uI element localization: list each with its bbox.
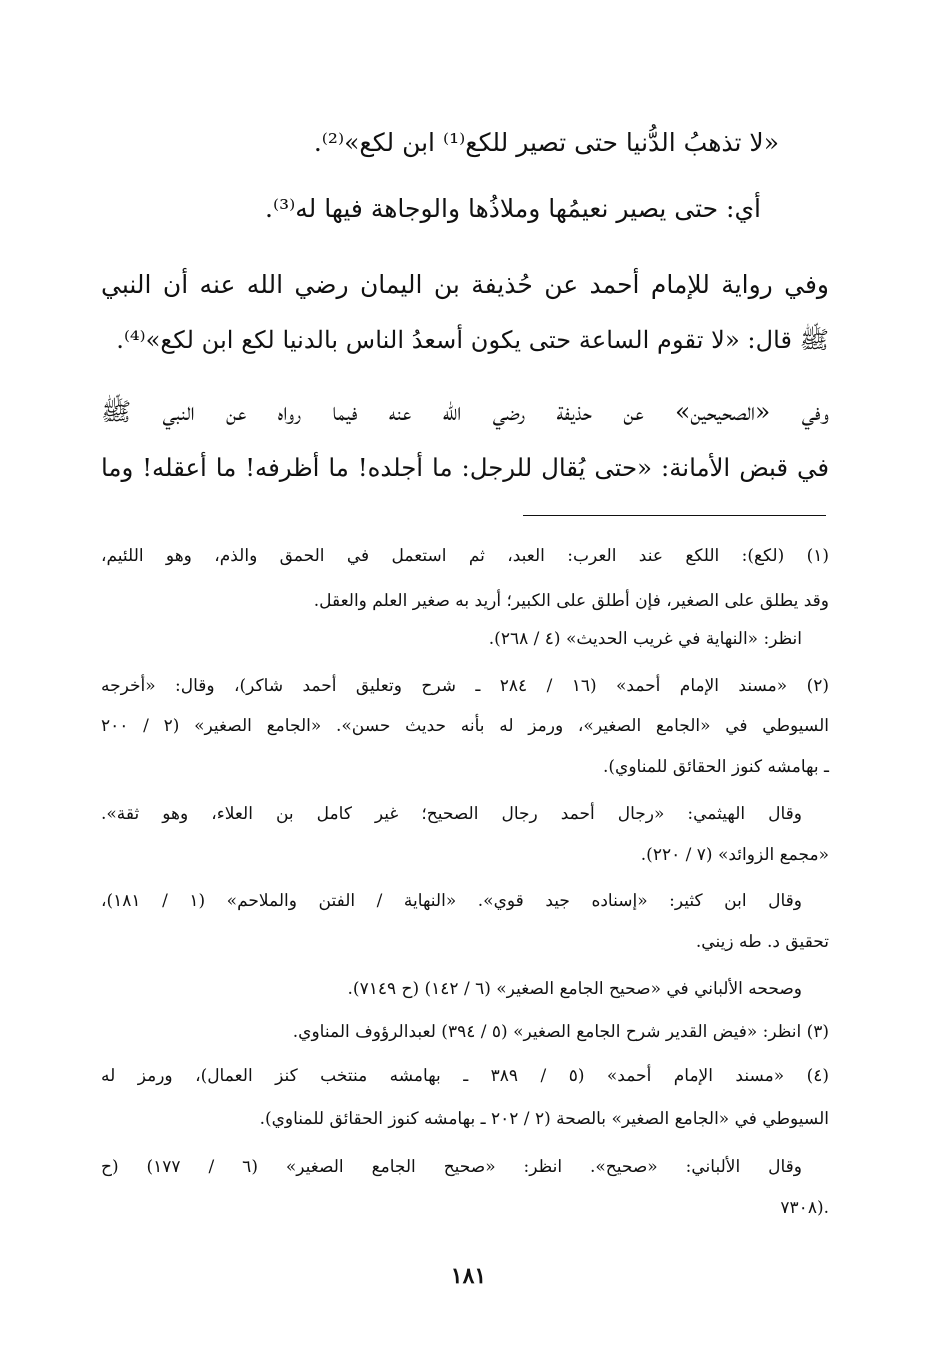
- main-text-line-4: ﷺ قال: «لا تقوم الساعة حتى يكون أسعدُ الناس بالدنيا لكع ابن لكع»⁽⁴⁾.: [116, 326, 829, 354]
- main-text-line-1: «لا تذهبُ الدُّنيا حتى تصير للكع⁽¹⁾ ابن لكع»⁽²⁾.: [313, 128, 779, 157]
- main-text-line-6: في قبض الأمانة: «حتى يُقال للرجل: ما أجلده! ما أظرفه! ما أعقله! وما: [101, 453, 829, 482]
- footnote-separator: [523, 515, 826, 516]
- main-text-line-3: وفي رواية للإمام أحمد عن حُذيفة بن اليمان رضي الله عنه أن النبي: [101, 270, 829, 299]
- footnote-line-16: ٧٣٠٨).: [780, 1198, 829, 1218]
- footnote-line-5: السيوطي في «الجامع الصغير»، ورمز له بأنه حديث حسن». «الجامع الصغير» (٢ / ٢٠٠: [101, 716, 829, 736]
- main-text-line-2: أي: حتى يصير نعيمُها وملاذُها والوجاهة فيها له⁽³⁾.: [265, 194, 761, 223]
- footnote-line-2: وقد يطلق على الصغير، فإن أطلق على الكبير؛ أريد به صغير العلم والعقل.: [313, 591, 829, 611]
- footnote-line-13: (٤) «مسند الإمام أحمد» (٥ / ٣٨٩ ـ بهامشه منتخب كنز العمال)، ورمز له: [101, 1066, 829, 1086]
- footnote-line-1: (١) (لكع): اللكع عند العرب: العبد، ثم استعمل في الحمق والذم، وهو اللئيم،: [101, 546, 829, 566]
- footnote-line-15: وقال الألباني: «صحيح». انظر: «صحيح الجامع الصغير» (٦ / ١٧٧) (ح: [101, 1157, 802, 1177]
- footnote-line-12: (٣) انظر: «فيض القدير شرح الجامع الصغير» (٥ / ٣٩٤) لعبدالرؤوف المناوي.: [292, 1022, 829, 1042]
- page-number: ١٨١: [450, 1263, 487, 1289]
- footnote-line-14: السيوطي في «الجامع الصغير» بالصحة (٢ / ٢٠٢ ـ بهامشه كنوز الحقائق للمناوي).: [259, 1109, 829, 1129]
- footnote-line-6: ـ بهامشه كنوز الحقائق للمناوي).: [602, 757, 829, 777]
- main-text-line-5: وفي «الصحيحين» عن حذيفة رضي الله عنه فيما رواه عن النبي ﷺ: [101, 397, 829, 426]
- footnote-line-9: وقال ابن كثير: «إسناده جيد قوي». «النهاية / الفتن والملاحم» (١ / ١٨١)،: [101, 891, 802, 911]
- footnote-line-10: تحقيق د. طه زيني.: [695, 932, 829, 952]
- footnote-line-4: (٢) «مسند الإمام أحمد» (١٦ / ٢٨٤ ـ شرح وتعليق أحمد شاكر)، وقال: «أخرجه: [101, 676, 829, 696]
- footnote-line-11: وصححه الألباني في «صحيح الجامع الصغير» (٦ / ١٤٢) (ح ٧١٤٩).: [347, 979, 802, 999]
- footnote-line-7: وقال الهيثمي: «رجال أحمد رجال الصحيح؛ غير كامل بن العلاء، وهو ثقة».: [101, 804, 802, 824]
- footnote-line-8: «مجمع الزوائد» (٧ / ٢٢٠).: [640, 845, 829, 865]
- footnote-line-3: انظر: «النهاية في غريب الحديث» (٤ / ٢٦٨).: [488, 629, 802, 649]
